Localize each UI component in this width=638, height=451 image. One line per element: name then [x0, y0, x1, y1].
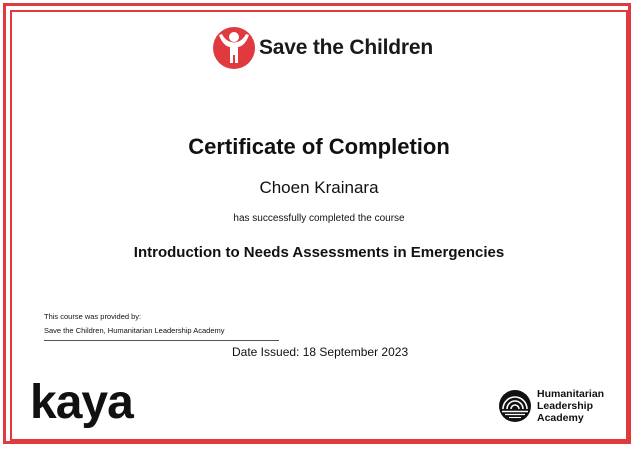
hla-line-1: Humanitarian: [537, 388, 605, 400]
date-issued: Date Issued: 18 September 2023: [232, 345, 409, 359]
brand-name: Save the Children: [259, 36, 433, 59]
kaya-logo: [30, 380, 142, 432]
kaya-wordmark-text: kaya: [30, 380, 133, 429]
hla-line-2: Leadership: [537, 400, 594, 412]
hla-line-3: Academy: [537, 412, 584, 424]
provider-divider: [44, 340, 279, 341]
certificate-inner-border: [10, 10, 628, 441]
certificate-title: Certificate of Completion: [188, 134, 450, 159]
save-the-children-emblem-icon: [212, 26, 256, 70]
provider-intro: This course was provided by:: [44, 312, 142, 321]
course-title: Introduction to Needs Assessments in Emergencies: [133, 244, 505, 261]
completion-statement: has successfully completed the course: [233, 213, 405, 224]
hla-text: [537, 388, 604, 424]
provider-names: Save the Children, Humanitarian Leadership Academy: [44, 326, 225, 335]
hla-logo: [498, 388, 604, 424]
learner-name: Choen Krainara: [259, 178, 379, 197]
kaya-wordmark-icon: [30, 380, 142, 432]
save-the-children-logo: [212, 26, 433, 70]
hla-arc-icon: [498, 389, 532, 423]
